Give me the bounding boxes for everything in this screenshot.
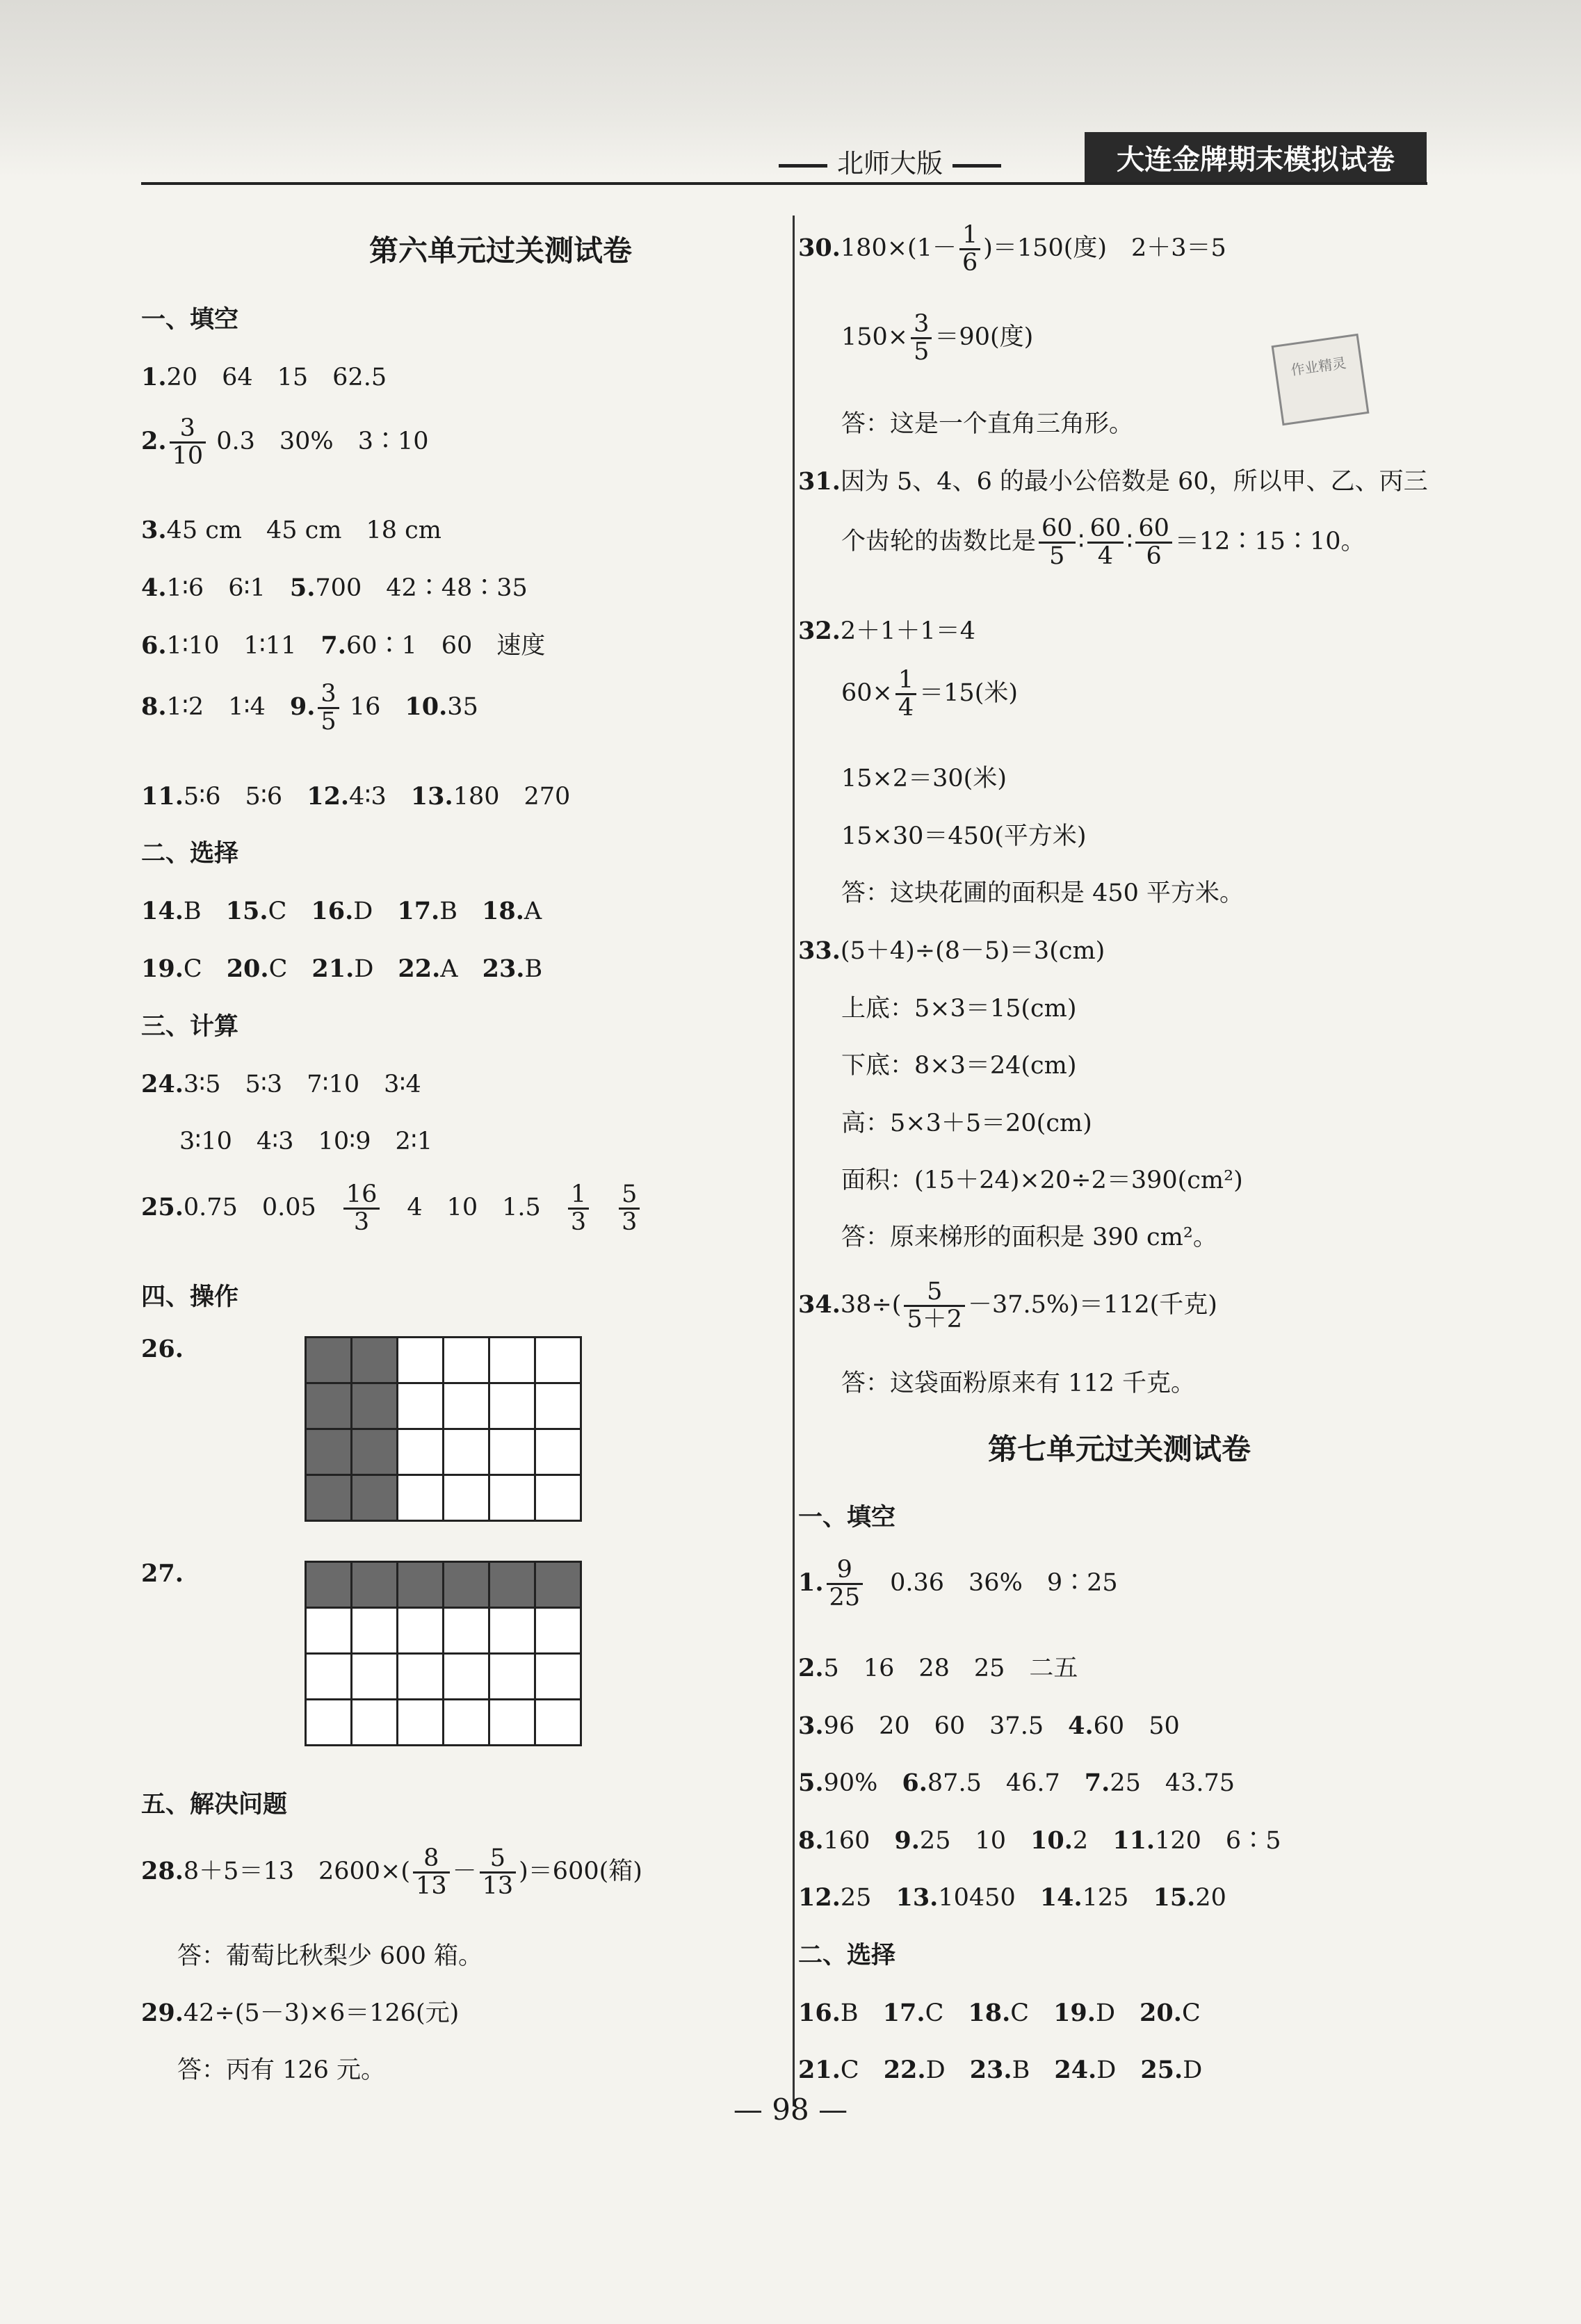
grid-cell	[444, 1563, 490, 1609]
q19-q23: 19.C 20.C 21.D 22.A 23.B	[141, 954, 543, 983]
grid-cell	[536, 1655, 582, 1700]
grid-cell	[352, 1384, 398, 1430]
q2: 2. $\frac{3}{10}$ 0.3 30% 3∶10	[141, 414, 429, 470]
q29: 29.42÷(5－3)×6＝126(元)	[141, 1999, 460, 2027]
q33: 33.(5＋4)÷(8－5)＝3(cm)	[798, 936, 1105, 965]
q31-line2: 个齿轮的齿数比是 $\frac{60}{5}$ ∶ $\frac{60}{4}$ ∶ $\frac{60}{6}$ ＝12∶15∶10。	[841, 514, 1365, 570]
grid-cell	[490, 1655, 536, 1700]
q32: 32.2＋1＋1＝4	[798, 617, 975, 645]
grid-cell	[444, 1655, 490, 1700]
grid-cell	[307, 1430, 352, 1476]
grid-cell	[444, 1384, 490, 1430]
grid-cell	[398, 1700, 444, 1746]
q29-answer: 答：丙有 126 元。	[177, 2056, 386, 2084]
section-choice-7: 二、选择	[798, 1942, 896, 1969]
q33-line5: 面积：(15＋24)×20÷2＝390(cm²)	[841, 1167, 1243, 1194]
grid-cell	[352, 1430, 398, 1476]
q32-line2: 60× $\frac{1}{4}$ ＝15(米)	[841, 666, 1019, 722]
grid-cell	[444, 1476, 490, 1522]
grid-cell	[398, 1430, 444, 1476]
q11-q13: 11.5∶6 5∶6 12.4∶3 13.180 270	[141, 782, 571, 811]
section-operate: 四、操作	[141, 1283, 239, 1311]
grid-cell	[352, 1609, 398, 1655]
p21-p25: 21.C 22.D 23.B 24.D 25.D	[798, 2056, 1203, 2084]
q34: 34.38÷( $\frac{5}{5+2}$ －37.5%)＝112(千克)	[798, 1278, 1217, 1333]
header-rule	[141, 182, 1427, 185]
q33-line2: 上底：5×3＝15(cm)	[841, 995, 1077, 1023]
grid-cell	[352, 1655, 398, 1700]
grid-cell	[307, 1609, 352, 1655]
section-choice: 二、选择	[141, 840, 239, 868]
p3-p4: 3.96 20 60 37.5 4.60 50	[798, 1712, 1180, 1740]
unit7-title: 第七单元过关测试卷	[987, 1432, 1251, 1466]
q33-line4: 高：5×3＋5＝20(cm)	[841, 1110, 1092, 1137]
grid-cell	[398, 1563, 444, 1609]
grid-cell	[307, 1384, 352, 1430]
series-title: 大连金牌期末模拟试卷	[1085, 132, 1427, 182]
grid-cell	[444, 1609, 490, 1655]
grid-cell	[398, 1655, 444, 1700]
grid-cell	[536, 1384, 582, 1430]
p12-p15: 12.25 13.10450 14.125 15.20	[798, 1883, 1226, 1912]
grid-cell	[536, 1563, 582, 1609]
q33-answer: 答：原来梯形的面积是 390 cm²。	[841, 1224, 1217, 1251]
p16-p20: 16.B 17.C 18.C 19.D 20.C	[798, 1999, 1201, 2027]
grid-cell	[398, 1338, 444, 1384]
section-fill: 一、填空	[141, 306, 239, 334]
q32-line3: 15×2＝30(米)	[841, 765, 1007, 793]
p1: 1. $\frac{9}{25}$ 0.36 36% 9∶25	[798, 1556, 1118, 1611]
q4-q5: 4.1∶6 6∶1 5.700 42∶48∶35	[141, 574, 528, 602]
grid-cell	[536, 1476, 582, 1522]
grid-cell	[490, 1430, 536, 1476]
grid-cell	[490, 1700, 536, 1746]
grid-cell	[352, 1476, 398, 1522]
grid-cell	[444, 1430, 490, 1476]
grid-cell	[490, 1609, 536, 1655]
grid-cell	[490, 1476, 536, 1522]
q25: 25.0.75 0.05 $\frac{16}{3}$ 4 10 1.5 $\frac{1}{3}$ $\frac{5}{3}$	[141, 1182, 642, 1235]
q26-label: 26.	[141, 1335, 184, 1363]
q28: 28.8＋5＝13 2600×( $\frac{8}{13}$ － $\frac{5}{13}$ )＝600(箱)	[141, 1844, 642, 1900]
q30: 30.180×(1－ $\frac{1}{6}$ )＝150(度) 2＋3＝5	[798, 221, 1226, 277]
q32-line4: 15×30＝450(平方米)	[841, 822, 1087, 850]
edition-label: 北师大版	[769, 142, 1011, 180]
grid-cell	[398, 1384, 444, 1430]
section-solve: 五、解决问题	[141, 1791, 288, 1819]
q30-line2: 150× $\frac{3}{5}$ ＝90(度)	[841, 310, 1034, 366]
p8-p11: 8.160 9.25 10 10.2 11.120 6∶5	[798, 1826, 1281, 1855]
q33-line3: 下底：8×3＝24(cm)	[841, 1052, 1077, 1080]
q27-grid	[305, 1561, 582, 1746]
grid-cell	[444, 1700, 490, 1746]
p2: 2.5 16 28 25 二五	[798, 1654, 1078, 1682]
q3: 3.45 cm 45 cm 18 cm	[141, 516, 441, 544]
unit6-title: 第六单元过关测试卷	[368, 234, 632, 268]
stamp-logo: 作业精灵	[1272, 334, 1370, 425]
q1: 1.20 64 15 62.5	[141, 363, 387, 391]
q24-line1: 24.3∶5 5∶3 7∶10 3∶4	[141, 1070, 421, 1098]
section-calc: 三、计算	[141, 1013, 239, 1041]
grid-cell	[307, 1700, 352, 1746]
grid-cell	[352, 1338, 398, 1384]
q30-answer: 答：这是一个直角三角形。	[841, 410, 1134, 438]
grid-cell	[490, 1338, 536, 1384]
grid-cell	[490, 1563, 536, 1609]
page-number: — 98 —	[733, 2093, 848, 2127]
column-divider	[793, 216, 795, 2106]
q28-answer: 答：葡萄比秋梨少 600 箱。	[177, 1942, 483, 1970]
grid-cell	[398, 1609, 444, 1655]
grid-cell	[352, 1563, 398, 1609]
grid-cell	[307, 1563, 352, 1609]
q26-grid	[305, 1336, 582, 1522]
q6-q7: 6.1∶10 1∶11 7.60∶1 60 速度	[141, 631, 546, 660]
grid-cell	[536, 1609, 582, 1655]
grid-cell	[490, 1384, 536, 1430]
q8-q10: 8.1∶2 1∶4 9. $\frac{3}{5}$ 16 10.35	[141, 680, 478, 736]
grid-cell	[307, 1338, 352, 1384]
grid-cell	[352, 1700, 398, 1746]
grid-cell	[536, 1430, 582, 1476]
grid-cell	[307, 1476, 352, 1522]
grid-cell	[398, 1476, 444, 1522]
q31: 31.因为 5、4、6 的最小公倍数是 60，所以甲、乙、丙三	[798, 467, 1428, 496]
grid-cell	[307, 1655, 352, 1700]
section-fill-7: 一、填空	[798, 1504, 896, 1531]
q34-answer: 答：这袋面粉原来有 112 千克。	[841, 1370, 1196, 1397]
q24-line2: 3∶10 4∶3 10∶9 2∶1	[179, 1128, 433, 1155]
grid-cell	[444, 1338, 490, 1384]
grid-cell	[536, 1338, 582, 1384]
q32-answer: 答：这块花圃的面积是 450 平方米。	[841, 879, 1244, 907]
q27-label: 27.	[141, 1559, 184, 1588]
q14-q18: 14.B 15.C 16.D 17.B 18.A	[141, 897, 542, 925]
grid-cell	[536, 1700, 582, 1746]
p5-p7: 5.90% 6.87.5 46.7 7.25 43.75	[798, 1769, 1235, 1797]
